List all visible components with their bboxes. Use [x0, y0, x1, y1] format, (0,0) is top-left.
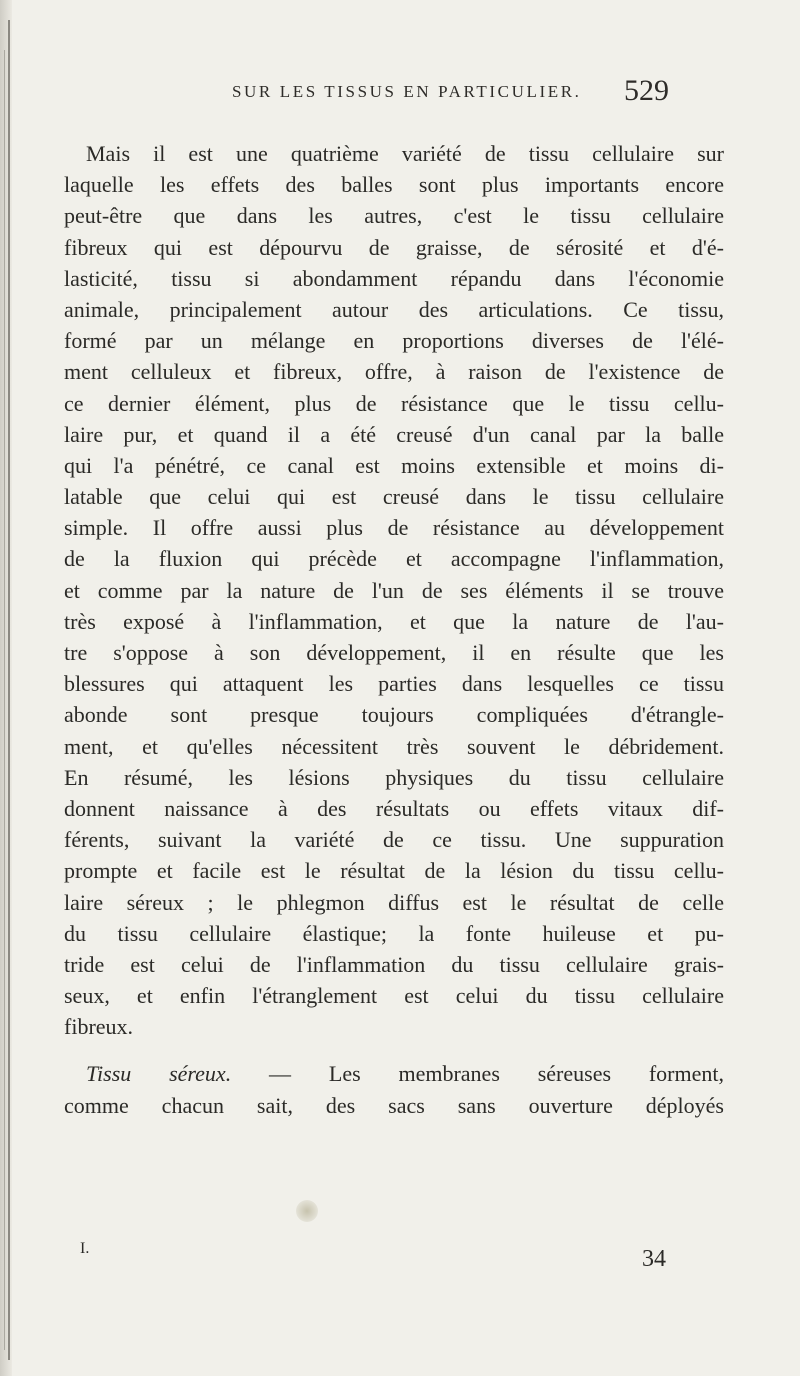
signature-mark: I. [80, 1240, 90, 1257]
text-line: Mais il est une quatrième variété de tissu cellulaire sur [86, 141, 724, 166]
text-line: laire pur, et quand il a été creusé d'un canal par la balle [64, 421, 724, 447]
text-line: très exposé à l'inflammation, et que la nature de l'au- [64, 608, 724, 634]
text-line: férents, suivant la variété de ce tissu. Une suppuration [64, 827, 724, 853]
paragraph-2 [64, 1058, 724, 1120]
paragraph-1 [64, 138, 724, 1042]
text-line: tride est celui de l'inflammation du tissu cellulaire grais- [64, 951, 724, 977]
text-line: qui l'a pénétré, ce canal est moins extensible et moins di- [64, 452, 724, 478]
text-line: du tissu cellulaire élastique; la fonte huileuse et pu- [64, 920, 724, 946]
text-line: seux, et enfin l'étranglement est celui du tissu cellulaire [64, 983, 724, 1009]
sheet-number: 34 [642, 1246, 666, 1272]
text-line: simple. Il offre aussi plus de résistance au développement [64, 515, 724, 541]
body-text [64, 138, 724, 1121]
running-title: SUR LES TISSUS EN PARTICULIER. [232, 82, 582, 101]
text-line: latable que celui qui est creusé dans le tissu cellulaire [64, 484, 724, 510]
text-line: donnent naissance à des résultats ou effets vitaux dif- [64, 795, 724, 821]
page-footer [0, 1240, 800, 1280]
text-line: ment, et qu'elles nécessitent très souvent le débridement. [64, 733, 724, 759]
page-binding-edge [0, 0, 12, 1376]
text-line: laquelle les effets des balles sont plus importants encore [64, 172, 724, 198]
paragraph-gap [64, 1042, 724, 1058]
ink-smudge [296, 1200, 318, 1222]
binding-shadow-line [4, 50, 5, 1350]
page-number: 529 [624, 74, 669, 107]
binding-rule [8, 20, 10, 1360]
text-line: peut-être que dans les autres, c'est le tissu cellulaire [64, 203, 724, 229]
text-line: ce dernier élément, plus de résistance que le tissu cellu- [64, 390, 724, 416]
section-text: — Les membranes séreuses forment, [231, 1061, 724, 1087]
text-line: animale, principalement autour des articulations. Ce tissu, [64, 296, 724, 322]
text-line: et comme par la nature de l'un de ses éléments il se trouve [64, 577, 724, 603]
text-line: En résumé, les lésions physiques du tissu cellulaire [64, 764, 724, 790]
section-heading-italic: Tissu séreux. [86, 1061, 232, 1087]
text-line: fibreux qui est dépourvu de graisse, de sérosité et d'é- [64, 234, 724, 260]
text-line: comme chacun sait, des sacs sans ouverture déployés [64, 1092, 724, 1118]
text-line: tre s'oppose à son développement, il en résulte que les [64, 640, 724, 665]
text-line: prompte et facile est le résultat de la lésion du tissu cellu- [64, 858, 724, 884]
text-line: formé par un mélange en proportions diverses de l'élé- [64, 328, 724, 354]
text-line: lasticité, tissu si abondamment répandu dans l'économie [64, 265, 724, 291]
text-line: fibreux. [64, 1014, 134, 1040]
text-line: de la fluxion qui précède et accompagne l'inflammation, [64, 546, 724, 572]
text-line [64, 1058, 724, 1089]
text-line: laire séreux ; le phlegmon diffus est le résultat de celle [64, 889, 724, 915]
text-line: blessures qui attaquent les parties dans lesquelles ce tissu [64, 671, 724, 697]
text-line: ment celluleux et fibreux, offre, à raison de l'existence de [64, 359, 724, 385]
text-line: abonde sont presque toujours compliquées d'étrangle- [64, 702, 724, 728]
running-head [0, 70, 800, 110]
